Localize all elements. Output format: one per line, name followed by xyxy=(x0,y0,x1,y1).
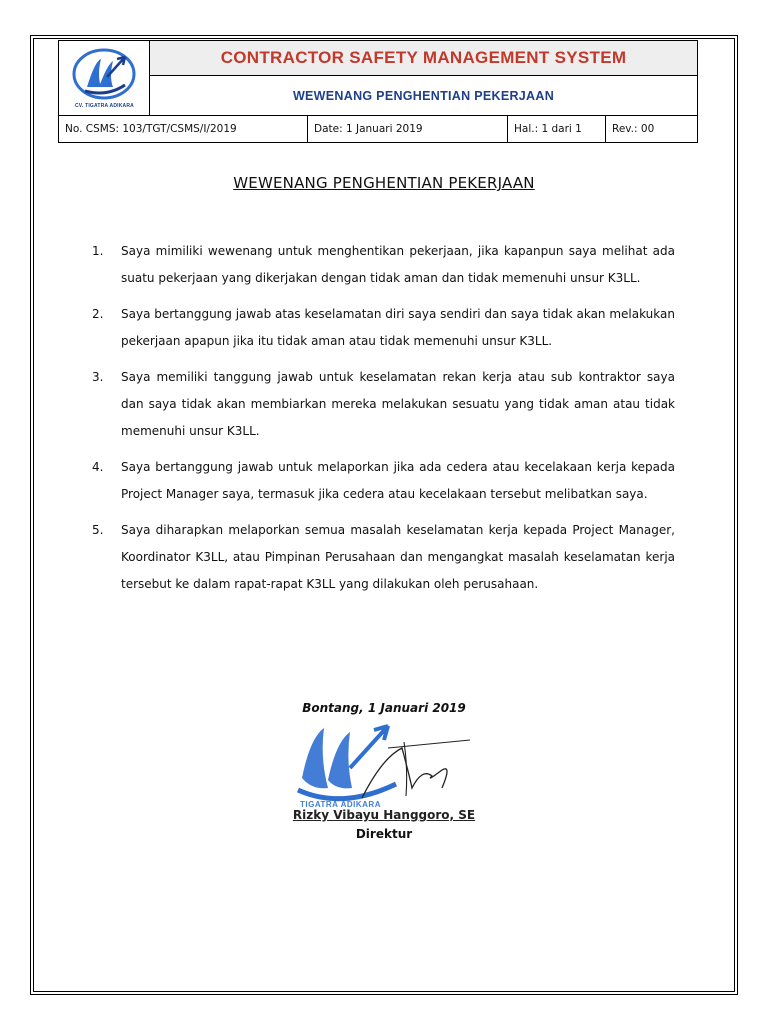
revision: Rev.: 00 xyxy=(612,123,655,135)
place-date: Bontang, 1 Januari 2019 xyxy=(302,701,466,715)
list-item xyxy=(92,238,675,292)
system-title: CONTRACTOR SAFETY MANAGEMENT SYSTEM xyxy=(150,41,697,76)
signatory-title: Direktur xyxy=(355,827,413,841)
document-title: WEWENANG PENGHENTIAN PEKERJAAN xyxy=(150,76,697,116)
document-header xyxy=(58,40,698,143)
item-number: 5. xyxy=(92,523,104,537)
logo-caption: CV. TIGATRA ADIKARA xyxy=(75,103,134,109)
doc-date: Date: 1 Januari 2019 xyxy=(308,116,508,142)
item-text: Saya bertanggung jawab atas keselamatan diri saya sendiri dan saya tidak akan melakukan pekerjaan apapun jika itu tidak aman atau tidak memenuhi unsur K3LL. xyxy=(121,307,675,348)
body-heading: WEWENANG PENGHENTIAN PEKERJAAN xyxy=(233,174,535,192)
company-stamp-icon xyxy=(292,718,482,813)
stamp-text: TIGATRA ADIKARA xyxy=(300,800,381,809)
list-item xyxy=(92,301,675,355)
item-number: 3. xyxy=(92,370,104,384)
list-item xyxy=(92,454,675,508)
item-number: 1. xyxy=(92,244,104,258)
list-item xyxy=(92,364,675,445)
item-text: Saya memiliki tanggung jawab untuk keselamatan rekan kerja atau sub kontraktor saya dan saya tidak akan membiarkan mereka melakukan sesuatu yang tidak aman atau tidak memenuhi unsur K3LL. xyxy=(121,370,675,438)
list-item xyxy=(92,517,675,598)
item-text: Saya diharapkan melaporkan semua masalah keselamatan kerja kepada Project Manager, Koordinator K3LL, atau Pimpinan Perusahaan dan mengangkat masalah keselamatan kerja tersebut ke dalam rapat-rapat K3LL yang dilakukan oleh perusahaan. xyxy=(121,523,675,591)
doc-number: No. CSMS: 103/TGT/CSMS/I/2019 xyxy=(59,116,308,142)
item-number: 2. xyxy=(92,307,104,321)
item-text: Saya bertanggung jawab untuk melaporkan jika ada cedera atau kecelakaan kerja kepada Project Manager saya, termasuk jika cedera atau kecelakaan tersebut melibatkan saya. xyxy=(121,460,675,501)
signatory-name: Rizky Vibayu Hanggoro, SE xyxy=(292,808,476,822)
item-number: 4. xyxy=(92,460,104,474)
logo-emblem-icon xyxy=(67,47,141,105)
company-logo xyxy=(59,41,150,116)
page-number: Hal.: 1 dari 1 xyxy=(508,116,606,142)
statement-list xyxy=(92,238,675,607)
item-text: Saya mimiliki wewenang untuk menghentikan pekerjaan, jika kapanpun saya melihat ada suatu pekerjaan yang dikerjakan dengan tidak aman dan tidak memenuhi unsur K3LL. xyxy=(121,244,675,285)
meta-row xyxy=(59,116,697,142)
